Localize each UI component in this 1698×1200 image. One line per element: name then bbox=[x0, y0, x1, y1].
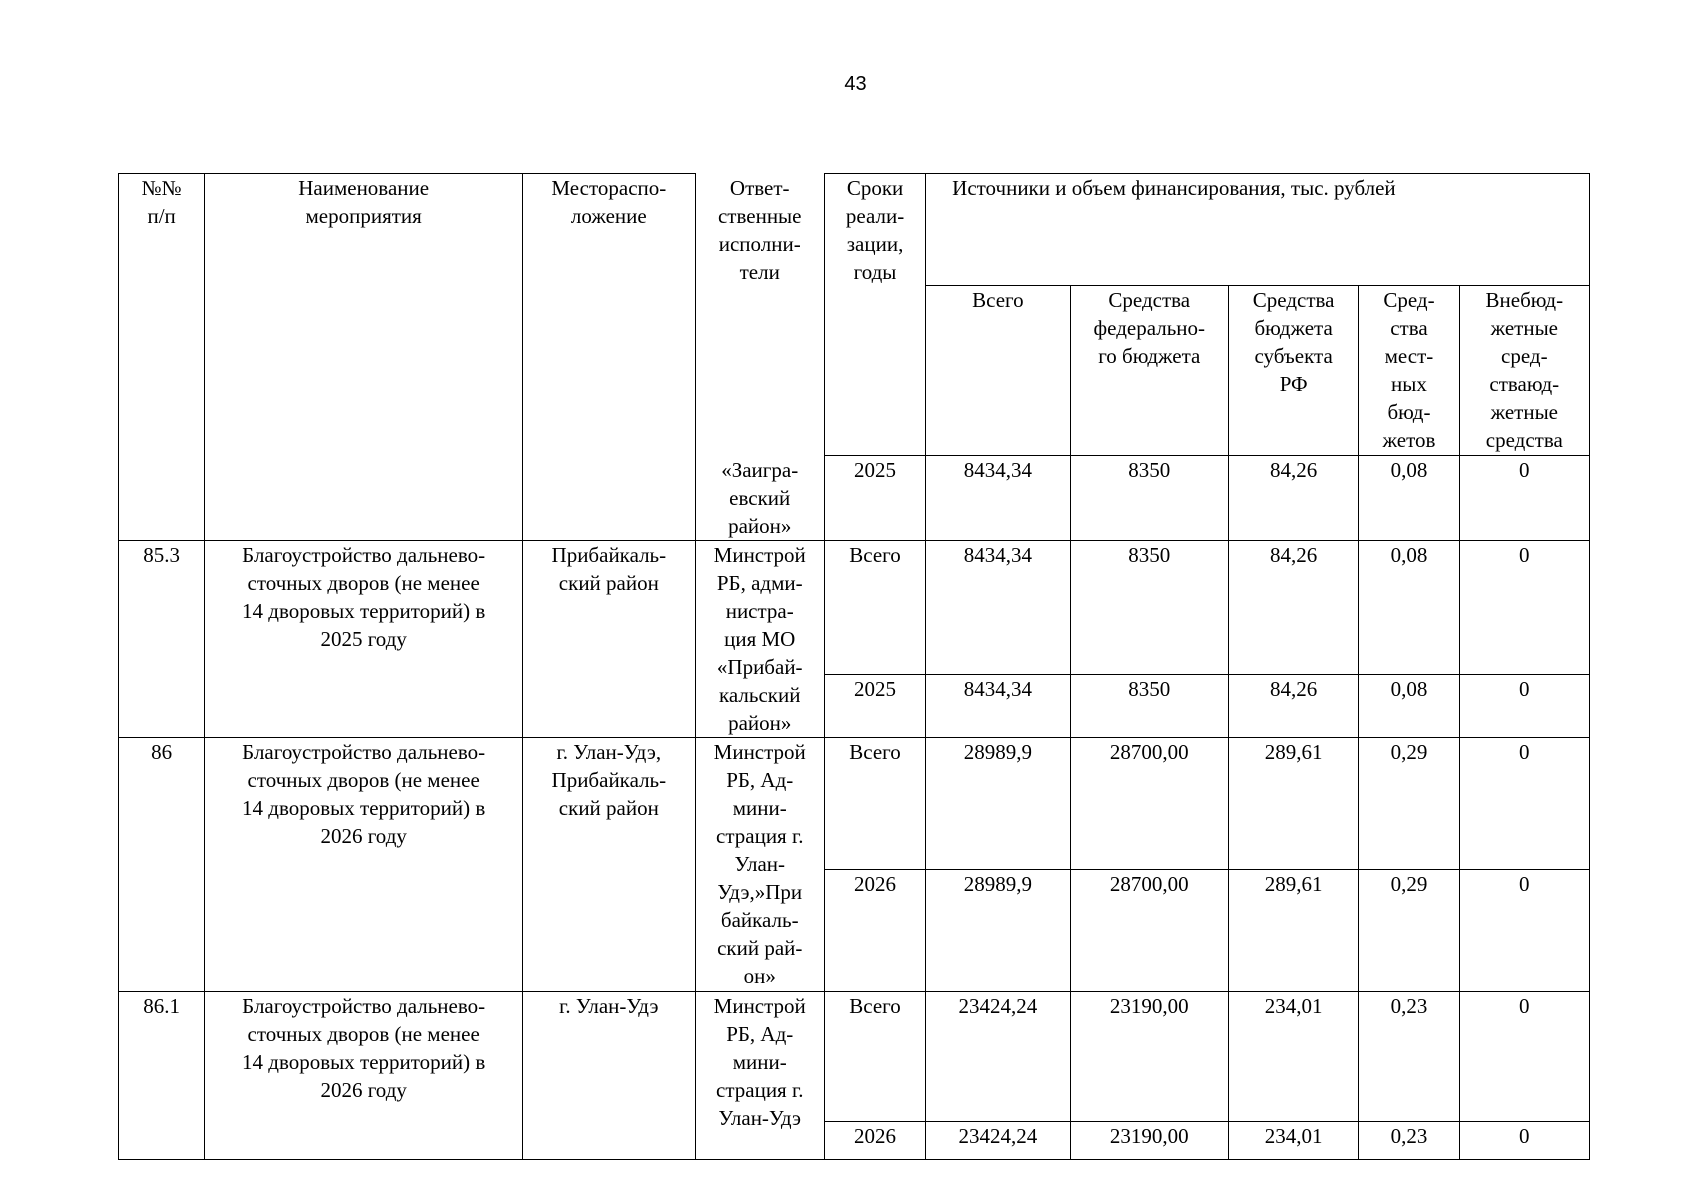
cell-year: 2026 bbox=[824, 1122, 925, 1160]
continuation-responsible bbox=[695, 286, 824, 541]
cell-year: Всего bbox=[824, 541, 925, 675]
cell-local: 0,08 bbox=[1359, 541, 1459, 675]
cell-local: 0,23 bbox=[1359, 1122, 1459, 1160]
cell-name: Благоустройство дальнево- сточных дворов (не менее 14 дворовых территорий) в 2026 году bbox=[205, 738, 523, 992]
cell-num: 86 bbox=[119, 738, 205, 992]
cell-location: Прибайкаль- ский район bbox=[523, 541, 695, 738]
cell-regional: 84,26 bbox=[1228, 456, 1358, 541]
cell-total: 8434,34 bbox=[926, 541, 1070, 675]
cell-num: 86.1 bbox=[119, 992, 205, 1160]
cell-federal: 28700,00 bbox=[1070, 870, 1228, 992]
cell-location: г. Улан-Удэ bbox=[523, 992, 695, 1160]
table-row bbox=[119, 541, 1590, 675]
cell-federal: 8350 bbox=[1070, 456, 1228, 541]
header-total: Всего bbox=[926, 286, 1070, 456]
cell-year: 2025 bbox=[824, 456, 925, 541]
cell-total: 23424,24 bbox=[926, 1122, 1070, 1160]
cell-extra: 0 bbox=[1459, 456, 1589, 541]
cell-regional: 234,01 bbox=[1228, 1122, 1358, 1160]
cell-regional: 84,26 bbox=[1228, 541, 1358, 675]
header-federal: Средства федерально- го бюджета bbox=[1070, 286, 1228, 456]
header-terms: Сроки реали- зации, годы bbox=[824, 174, 925, 456]
cell-year: Всего bbox=[824, 738, 925, 870]
cell-total: 28989,9 bbox=[926, 738, 1070, 870]
table-row bbox=[119, 738, 1590, 870]
cell-extra: 0 bbox=[1459, 675, 1589, 738]
cell-responsible: Минстрой РБ, Ад- мини- страция г. Улан-Удэ bbox=[695, 992, 824, 1160]
header-location: Местораспо- ложение bbox=[523, 174, 695, 541]
cell-name: Благоустройство дальнево- сточных дворов (не менее 14 дворовых территорий) в 2025 году bbox=[205, 541, 523, 738]
table-header-row bbox=[119, 174, 1590, 286]
financing-table bbox=[118, 173, 1590, 1160]
header-num: №№ п/п bbox=[119, 174, 205, 541]
header-regional: Средства бюджета субъекта РФ bbox=[1228, 286, 1358, 456]
cell-extra: 0 bbox=[1459, 541, 1589, 675]
header-name: Наименование мероприятия bbox=[205, 174, 523, 541]
cell-local: 0,29 bbox=[1359, 738, 1459, 870]
cell-location: г. Улан-Удэ, Прибайкаль- ский район bbox=[523, 738, 695, 992]
cell-federal: 23190,00 bbox=[1070, 1122, 1228, 1160]
page-number: 43 bbox=[844, 73, 867, 95]
cell-responsible: Минстрой РБ, адми- нистра- ция МО «Прибай- кальский район» bbox=[695, 541, 824, 738]
cell-local: 0,08 bbox=[1359, 456, 1459, 541]
cell-regional: 234,01 bbox=[1228, 992, 1358, 1122]
cell-extra: 0 bbox=[1459, 1122, 1589, 1160]
cell-year: 2025 bbox=[824, 675, 925, 738]
cell-federal: 23190,00 bbox=[1070, 992, 1228, 1122]
header-sources-title: Источники и объем финансирования, тыс. рублей bbox=[926, 174, 1590, 286]
cell-federal: 8350 bbox=[1070, 541, 1228, 675]
cell-extra: 0 bbox=[1459, 992, 1589, 1122]
header-local: Сред- ства мест- ных бюд- жетов bbox=[1359, 286, 1459, 456]
cell-year: 2026 bbox=[824, 870, 925, 992]
cell-federal: 28700,00 bbox=[1070, 738, 1228, 870]
cell-extra: 0 bbox=[1459, 870, 1589, 992]
header-responsible: Ответ- ственные исполни- тели bbox=[695, 174, 824, 286]
cell-responsible: Минстрой РБ, Ад- мини- страция г. Улан- Удэ,»При байкаль- ский рай- он» bbox=[695, 738, 824, 992]
cell-extra: 0 bbox=[1459, 738, 1589, 870]
cell-name: Благоустройство дальнево- сточных дворов (не менее 14 дворовых территорий) в 2026 году bbox=[205, 992, 523, 1160]
cell-total: 8434,34 bbox=[926, 675, 1070, 738]
continuation-responsible-text: «Заигра- евский район» bbox=[721, 458, 799, 538]
cell-local: 0,08 bbox=[1359, 675, 1459, 738]
cell-num: 85.3 bbox=[119, 541, 205, 738]
cell-regional: 289,61 bbox=[1228, 870, 1358, 992]
header-extra: Внебюд- жетные сред- стваюд- жетные средства bbox=[1459, 286, 1589, 456]
cell-total: 28989,9 bbox=[926, 870, 1070, 992]
cell-total: 8434,34 bbox=[926, 456, 1070, 541]
cell-federal: 8350 bbox=[1070, 675, 1228, 738]
cell-local: 0,23 bbox=[1359, 992, 1459, 1122]
cell-total: 23424,24 bbox=[926, 992, 1070, 1122]
cell-regional: 84,26 bbox=[1228, 675, 1358, 738]
table-row bbox=[119, 992, 1590, 1122]
cell-year: Всего bbox=[824, 992, 925, 1122]
cell-local: 0,29 bbox=[1359, 870, 1459, 992]
cell-regional: 289,61 bbox=[1228, 738, 1358, 870]
